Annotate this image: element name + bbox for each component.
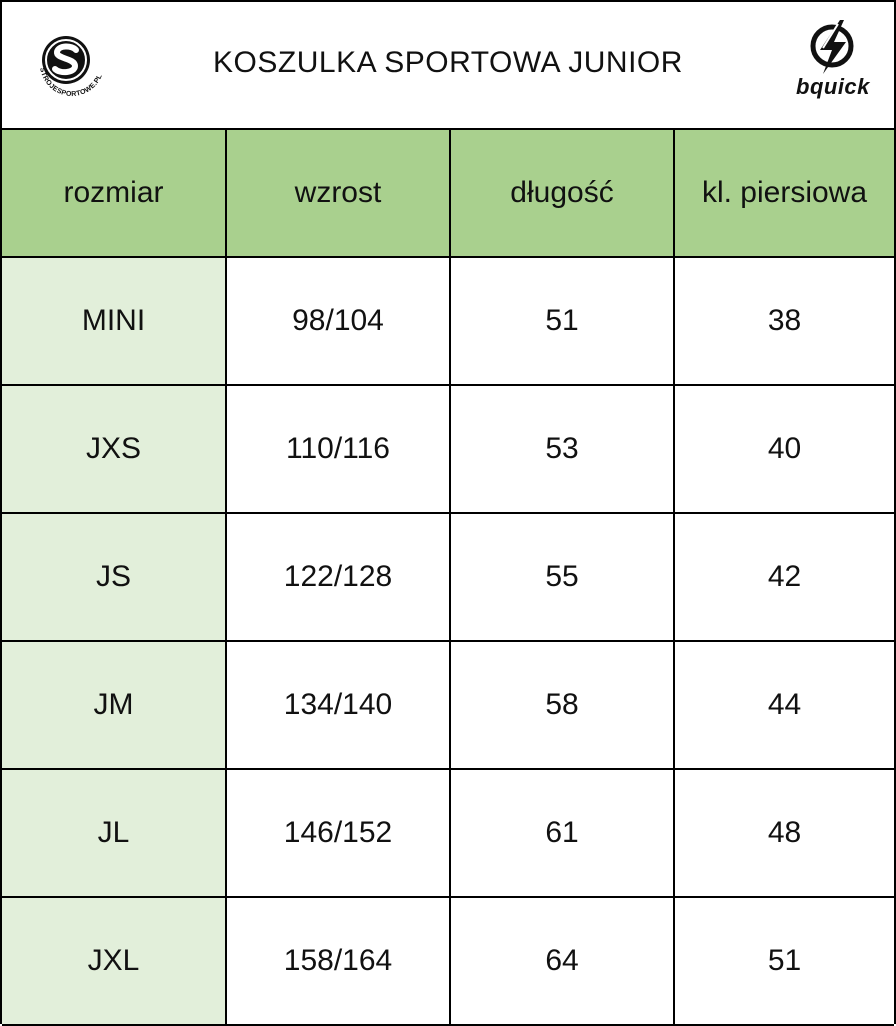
size-table bbox=[2, 130, 894, 1026]
chest-cell: 38 bbox=[674, 257, 894, 385]
height-cell: 110/116 bbox=[226, 385, 450, 513]
length-cell: 64 bbox=[450, 897, 674, 1025]
height-cell: 146/152 bbox=[226, 769, 450, 897]
height-cell: 122/128 bbox=[226, 513, 450, 641]
table-row bbox=[2, 513, 894, 641]
column-header-size: rozmiar bbox=[2, 130, 226, 257]
size-cell: JXS bbox=[2, 385, 226, 513]
size-cell: JM bbox=[2, 641, 226, 769]
chest-cell: 48 bbox=[674, 769, 894, 897]
logo-left-text: STROJESPORTOWE.PL bbox=[38, 66, 104, 99]
table-row bbox=[2, 769, 894, 897]
bquick-lightning-logo-icon bbox=[790, 20, 874, 76]
length-cell: 53 bbox=[450, 385, 674, 513]
table-row bbox=[2, 897, 894, 1025]
size-cell: MINI bbox=[2, 257, 226, 385]
bquick-brand-text: bquick bbox=[796, 74, 870, 99]
chest-cell: 51 bbox=[674, 897, 894, 1025]
table-row bbox=[2, 257, 894, 385]
column-header-height: wzrost bbox=[226, 130, 450, 257]
table-header-row bbox=[2, 130, 894, 257]
chest-cell: 40 bbox=[674, 385, 894, 513]
chart-header bbox=[2, 2, 894, 130]
column-header-chest: kl. piersiowa bbox=[674, 130, 894, 257]
height-cell: 98/104 bbox=[226, 257, 450, 385]
chest-cell: 42 bbox=[674, 513, 894, 641]
table-row bbox=[2, 385, 894, 513]
length-cell: 61 bbox=[450, 769, 674, 897]
length-cell: 51 bbox=[450, 257, 674, 385]
bquick-logo bbox=[790, 20, 874, 104]
height-cell: 134/140 bbox=[226, 641, 450, 769]
column-header-length: długość bbox=[450, 130, 674, 257]
chest-cell: 44 bbox=[674, 641, 894, 769]
length-cell: 55 bbox=[450, 513, 674, 641]
size-cell: JL bbox=[2, 769, 226, 897]
page-title: KOSZULKA SPORTOWA JUNIOR bbox=[213, 46, 683, 79]
size-cell: JS bbox=[2, 513, 226, 641]
size-cell: JXL bbox=[2, 897, 226, 1025]
length-cell: 58 bbox=[450, 641, 674, 769]
table-row bbox=[2, 641, 894, 769]
height-cell: 158/164 bbox=[226, 897, 450, 1025]
